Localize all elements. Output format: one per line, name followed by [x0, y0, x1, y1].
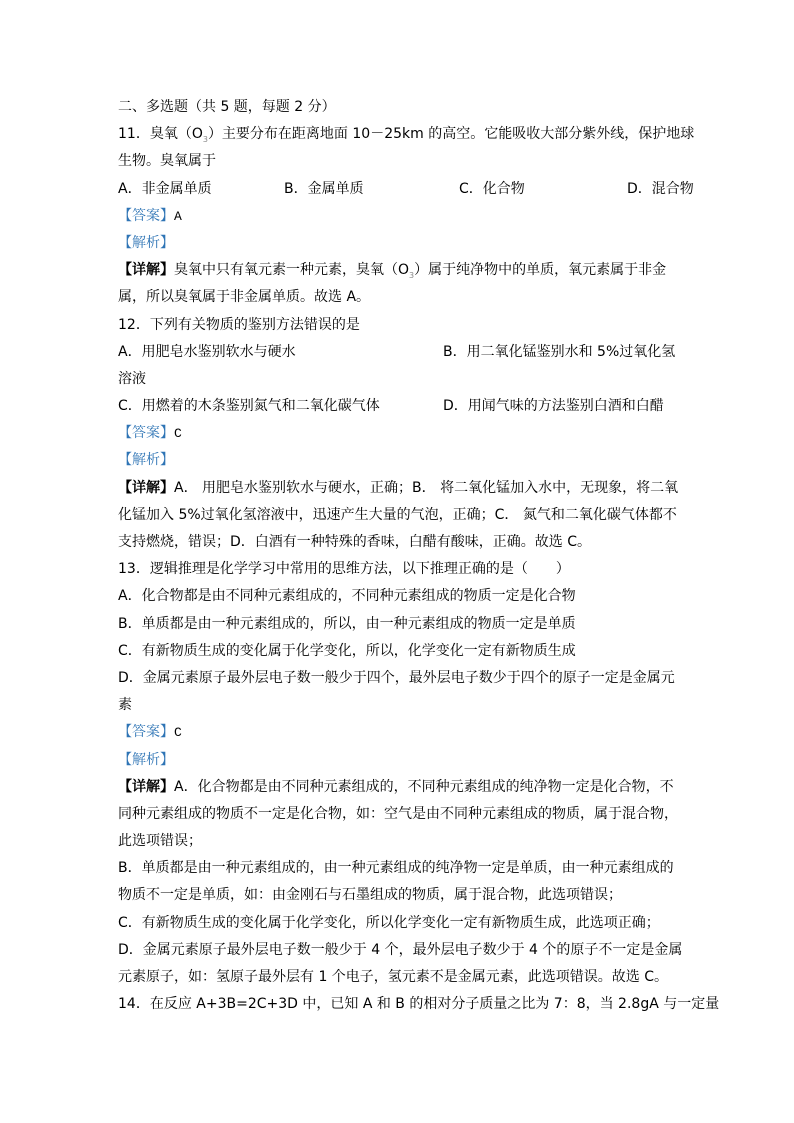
q13-detail-line-5: 物质不一定是单质，如：由金刚石与石墨组成的物质，属于混合物，此选项错误；: [118, 887, 622, 904]
answer-value: C: [174, 426, 182, 442]
answer-label: 【答案】: [118, 425, 174, 442]
q12-option-b-cont: 溶液: [118, 370, 146, 387]
answer-label: 【答案】: [118, 724, 174, 741]
analysis-label: 【解析】: [118, 452, 174, 469]
subscript: 3: [202, 134, 208, 144]
q12-option-d: D．用闻气味的方法鉴别白酒和白醋: [443, 398, 664, 415]
q14-stem: 14．在反应 A+3B=2C+3D 中，已知 A 和 B 的相对分子质量之比为 7：8，当 2.8gA 与一定量: [118, 996, 720, 1013]
q11-answer: [118, 203, 700, 230]
section-heading: 二、多选题（共 5 题，每题 2 分）: [118, 99, 336, 115]
q13-option-a: A．化合物都是由不同种元素组成的，不同种元素组成的物质一定是化合物: [118, 588, 576, 605]
q13-option-d: D．金属元素原子最外层电子数一般少于四个，最外层电子数少于四个的原子一定是金属元: [118, 669, 675, 686]
q13-option-c: C．有新物质生成的变化属于化学变化，所以，化学变化一定有新物质生成: [118, 642, 576, 659]
q13-detail-line-1: [118, 774, 700, 801]
q13-answer: [118, 719, 700, 746]
q12-detail-line-2: 化锰加入 5%过氧化氢溶液中，迅速产生大量的气泡，正确；C． 氮气和二氧化碳气体都不: [118, 506, 677, 523]
q12-option-a: A．用肥皂水鉴别软水与硬水: [118, 343, 296, 360]
q12-options-row-1: [118, 339, 700, 366]
q13-analysis: [118, 747, 700, 774]
q13-detail-line-8: 元素原子，如：氢原子最外层有 1 个电子，氢元素不是金属元素，此选项错误。故选 C。: [118, 969, 669, 985]
q11-stem-text-rest: ）主要分布在距离地面 10－25km 的高空。它能吸收大部分紫外线，保护地球: [207, 126, 695, 143]
q12-analysis: [118, 447, 700, 474]
q13-stem: 13．逻辑推理是化学学习中常用的思维方法，以下推理正确的是（ ）: [118, 561, 570, 578]
q11-stem-line-2: 生物。臭氧属于: [118, 153, 216, 170]
document-page: [118, 94, 720, 1018]
q11-options: [118, 176, 700, 203]
q13-detail-line-2: 同种元素组成的物质不一定是化合物，如：空气是由不同种元素组成的物质，属于混合物，: [118, 805, 678, 822]
q13-detail-line-4: B．单质都是由一种元素组成的，由一种元素组成的纯净物一定是单质，由一种元素组成的: [118, 860, 674, 877]
q11-stem-line-1: [118, 121, 700, 148]
q12-option-b: B．用二氧化锰鉴别水和 5%过氧化氢: [443, 343, 676, 360]
answer-label: 【答案】: [118, 207, 174, 224]
detail-text: 臭氧中只有氧元素一种元素，臭氧（O: [174, 262, 410, 279]
detail-label: 【详解】: [118, 479, 174, 496]
q12-answer: [118, 420, 700, 447]
q13-detail-line-7: D．金属元素原子最外层电子数一般少于 4 个，最外层电子数少于 4 个的原子不一定是金属: [118, 941, 683, 958]
q13-option-d-cont: 素: [118, 697, 132, 714]
detail-text-rest: ）属于纯净物中的单质，氧元素属于非金: [414, 262, 667, 279]
detail-label: 【详解】: [118, 778, 174, 795]
q11-detail-line-2: 属，所以臭氧属于非金属单质。故选 A。: [118, 289, 371, 306]
q11-option-c: C．化合物: [459, 180, 525, 197]
answer-value: A: [174, 208, 182, 224]
analysis-label: 【解析】: [118, 751, 174, 768]
q11-stem-text: 11．臭氧（O: [118, 126, 203, 143]
q13-detail-line-3: 此选项错误；: [118, 833, 202, 850]
answer-value: C: [174, 725, 182, 741]
q12-stem: 12．下列有关物质的鉴别方法错误的是: [118, 316, 360, 333]
q12-detail-line-1: [118, 475, 700, 502]
q11-analysis: [118, 230, 700, 257]
analysis-label: 【解析】: [118, 234, 174, 251]
q11-detail-line-1: [118, 257, 700, 284]
q12-options-row-2: [118, 393, 700, 420]
detail-label: 【详解】: [118, 262, 174, 279]
q11-option-a: A．非金属单质: [118, 180, 212, 197]
subscript: 3: [409, 270, 415, 280]
q11-option-d: D．混合物: [627, 180, 694, 197]
q11-option-b: B．金属单质: [284, 180, 364, 197]
detail-text: A． 用肥皂水鉴别软水与硬水，正确；B． 将二氧化锰加入水中，无现象，将二氧: [174, 479, 679, 496]
q13-detail-line-6: C．有新物质生成的变化属于化学变化，所以化学变化一定有新物质生成，此选项正确；: [118, 914, 660, 931]
q13-option-b: B．单质都是由一种元素组成的，所以，由一种元素组成的物质一定是单质: [118, 615, 576, 632]
q12-detail-line-3: 支持燃烧，错误；D．白酒有一种特殊的香味，白醋有酸味，正确。故选 C。: [118, 534, 592, 550]
q12-option-c: C．用燃着的木条鉴别氮气和二氧化碳气体: [118, 398, 380, 415]
detail-text: A．化合物都是由不同种元素组成的，不同种元素组成的纯净物一定是化合物，不: [174, 778, 674, 795]
